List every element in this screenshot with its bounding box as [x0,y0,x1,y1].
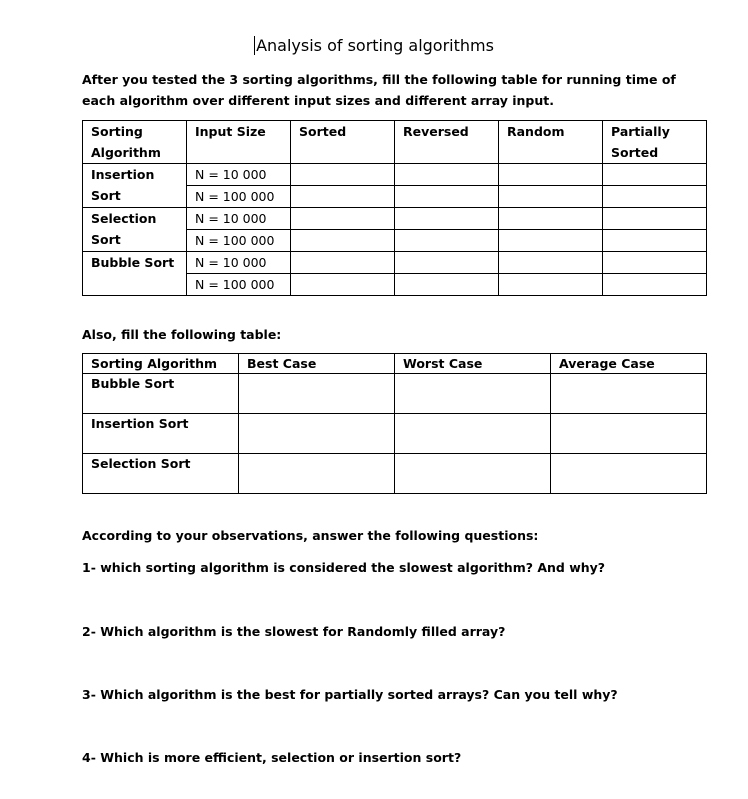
input-size-cell: N = 10 000 [187,164,291,186]
algorithm-cell: Selection Sort [83,454,239,494]
header-cell: Sorting Algorithm [83,121,187,164]
header-cell: Worst Case [395,354,551,374]
algorithm-cell: Bubble Sort [83,374,239,414]
table-row [83,252,707,274]
table-row [83,164,707,186]
empty-cell[interactable] [499,164,603,186]
empty-cell[interactable] [499,274,603,296]
table-row [83,208,707,230]
empty-cell[interactable] [239,454,395,494]
empty-cell[interactable] [603,208,707,230]
empty-cell[interactable] [239,414,395,454]
empty-cell[interactable] [291,252,395,274]
empty-cell[interactable] [603,164,707,186]
header-cell: Partially Sorted [603,121,707,164]
empty-cell[interactable] [291,274,395,296]
also-paragraph: Also, fill the following table: [82,327,282,342]
intro-paragraph: After you tested the 3 sorting algorithms, fill the following table for running time of each algorithm over different input sizes and different array input. [82,72,676,108]
algorithm-cell: Insertion Sort [83,164,187,208]
header-cell: Random [499,121,603,164]
empty-cell[interactable] [395,414,551,454]
text-cursor [254,36,255,55]
table-row [83,374,707,414]
table-header-row [83,121,707,164]
header-cell: Best Case [239,354,395,374]
empty-cell[interactable] [603,230,707,252]
empty-cell[interactable] [291,186,395,208]
input-size-cell: N = 10 000 [187,252,291,274]
page-title [0,36,748,55]
empty-cell[interactable] [551,374,707,414]
empty-cell[interactable] [603,186,707,208]
header-cell: Average Case [551,354,707,374]
empty-cell[interactable] [603,274,707,296]
complexity-table [82,353,707,494]
empty-cell[interactable] [499,186,603,208]
algorithm-cell: Bubble Sort [83,252,187,296]
empty-cell[interactable] [551,414,707,454]
empty-cell[interactable] [395,274,499,296]
algorithm-cell: Insertion Sort [83,414,239,454]
instructions-paragraph: According to your observations, answer the following questions: [82,528,539,543]
input-size-cell: N = 100 000 [187,186,291,208]
table-header-row [83,354,707,374]
input-size-cell: N = 100 000 [187,230,291,252]
header-cell: Reversed [395,121,499,164]
empty-cell[interactable] [395,164,499,186]
empty-cell[interactable] [603,252,707,274]
table-row [83,414,707,454]
empty-cell[interactable] [395,208,499,230]
title-text: Analysis of sorting algorithms [256,36,494,55]
empty-cell[interactable] [291,164,395,186]
algorithm-cell: Selection Sort [83,208,187,252]
empty-cell[interactable] [291,208,395,230]
empty-cell[interactable] [291,230,395,252]
empty-cell[interactable] [395,454,551,494]
empty-cell[interactable] [499,208,603,230]
empty-cell[interactable] [395,252,499,274]
empty-cell[interactable] [239,374,395,414]
header-cell: Input Size [187,121,291,164]
question-3: 3- Which algorithm is the best for partially sorted arrays? Can you tell why? [82,687,618,702]
empty-cell[interactable] [499,230,603,252]
header-cell: Sorting Algorithm [83,354,239,374]
empty-cell[interactable] [395,374,551,414]
question-1: 1- which sorting algorithm is considered the slowest algorithm? And why? [82,560,606,575]
empty-cell[interactable] [395,186,499,208]
empty-cell[interactable] [551,454,707,494]
header-cell: Sorted [291,121,395,164]
empty-cell[interactable] [395,230,499,252]
question-4: 4- Which is more efficient, selection or insertion sort? [82,750,462,765]
input-size-cell: N = 10 000 [187,208,291,230]
empty-cell[interactable] [499,252,603,274]
question-2: 2- Which algorithm is the slowest for Randomly filled array? [82,624,506,639]
table-row [83,454,707,494]
input-size-cell: N = 100 000 [187,274,291,296]
running-time-table [82,120,707,296]
